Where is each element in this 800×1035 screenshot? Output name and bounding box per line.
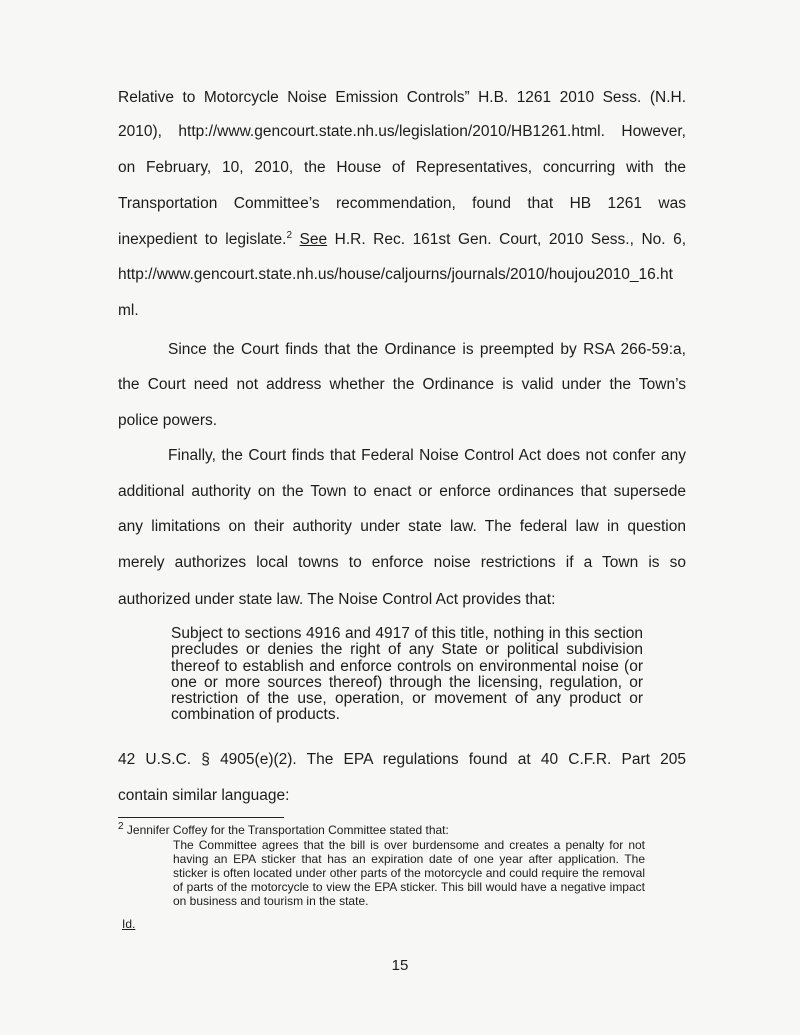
paragraph3-line4: merely authorizes local towns to enforce noise restrictions if a Town is so [118,554,686,571]
paragraph2-line1: Since the Court finds that the Ordinance is preempted by RSA 266-59:a, [168,341,686,358]
footnote-intro [118,823,678,837]
paragraph1-line5-text: inexpedient to legislate. [118,231,287,248]
paragraph1-line5-citation: H.R. Rec. 161st Gen. Court, 2010 Sess., No. 6, [334,231,687,248]
footnote-reference: 2 [286,229,292,241]
paragraph3-line1: Finally, the Court finds that Federal Noise Control Act does not confer any [168,447,686,464]
paragraph3-line3: any limitations on their authority under state law. The federal law in question [118,518,686,535]
paragraph1-line7: ml. [118,302,139,319]
footnote-number: 2 [118,821,124,832]
paragraph2-line3: police powers. [118,412,218,429]
paragraph3-line5: authorized under state law. The Noise Control Act provides that: [118,591,556,608]
page-number: 15 [391,957,409,974]
paragraph1-line5 [118,230,686,250]
see-signal: See [299,231,328,248]
paragraph1-line4: Transportation Committee’s recommendation, found that HB 1261 was [118,195,686,212]
paragraph4-line2: contain similar language: [118,787,290,804]
paragraph2-line2: the Court need not address whether the Ordinance is valid under the Town’s [118,376,686,393]
block-quote: Subject to sections 4916 and 4917 of this title, nothing in this section precludes or denies the right of any State or political subdivision thereof to establish and enforce controls on environmental noise (or one or more sources thereof) through the licensing, regulation, or restriction of the use, operation, or movement of any product or combination of products. [171,625,643,724]
paragraph4-line1: 42 U.S.C. § 4905(e)(2). The EPA regulations found at 40 C.F.R. Part 205 [118,751,686,768]
paragraph1-line1: Relative to Motorcycle Noise Emission Controls” H.B. 1261 2010 Sess. (N.H. [118,89,686,106]
footnote-divider [118,817,284,818]
footnote-id-citation: Id. [122,917,136,931]
paragraph1-line2: 2010), http://www.gencourt.state.nh.us/legislation/2010/HB1261.html. However, [118,123,686,140]
paragraph3-line2: additional authority on the Town to enact or enforce ordinances that supersede [118,483,686,500]
footnote-intro-text: Jennifer Coffey for the Transportation Committee stated that: [126,823,449,837]
paragraph1-line6: http://www.gencourt.state.nh.us/house/caljourns/journals/2010/houjou2010_16.ht [118,266,673,283]
footnote-quote: The Committee agrees that the bill is over burdensome and creates a penalty for not having an EPA sticker that has an expiration date of one year after application. The sticker is often located under other parts of the motorcycle and could require the removal of parts of the motorcycle to view the EPA sticker. This bill would have a negative impact on business and tourism in the state. [173,838,645,909]
paragraph1-line3: on February, 10, 2010, the House of Representatives, concurring with the [118,159,686,176]
